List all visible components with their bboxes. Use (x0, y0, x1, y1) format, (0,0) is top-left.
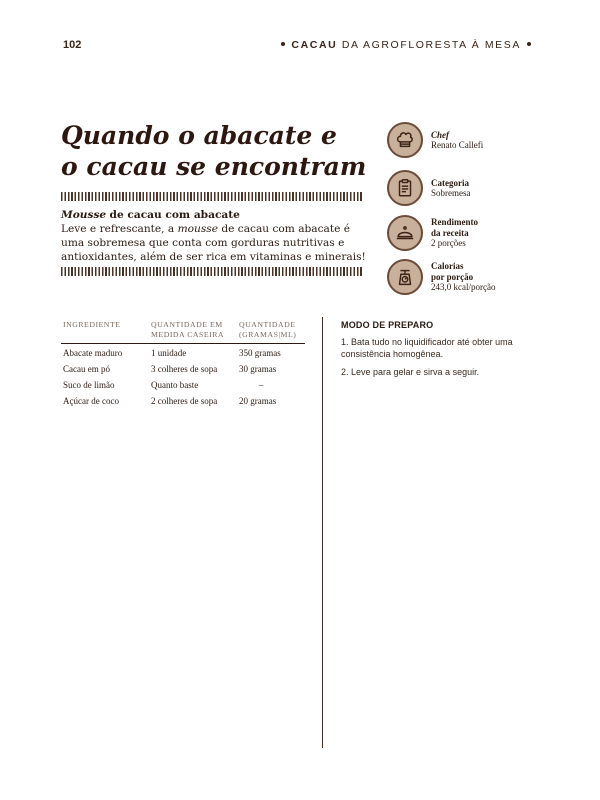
rendimento-label-line2: da receita (431, 227, 469, 238)
recipe-name (61, 208, 366, 222)
household-cell: 2 colheres de sopa (151, 396, 218, 406)
hatch-divider-top (61, 192, 363, 201)
desc-before: Leve e refrescante, a (61, 223, 178, 235)
recipe-title-line1: Quando o abacate e (61, 121, 337, 150)
recipe-title-line2: o cacau se encontram (61, 152, 367, 181)
grams-cell: – (258, 380, 264, 390)
header-ingredient: INGREDIENTE (61, 320, 149, 344)
calorias-label-line2: por porção (431, 271, 474, 282)
running-head-rest: DA AGROFLORESTA À MESA (341, 39, 521, 51)
chef-label: Chef (431, 129, 449, 140)
household-cell: 3 colheres de sopa (151, 364, 218, 374)
recipe-description (61, 223, 366, 263)
household-cell: 1 unidade (151, 348, 187, 358)
household-cell: Quanto baste (151, 380, 199, 390)
column-divider (322, 317, 323, 748)
hatch-divider-bottom (61, 267, 363, 276)
rendimento-value: 2 porções (431, 238, 466, 249)
ingredient-cell: Cacau em pó (63, 364, 110, 374)
method-heading: MODO DE PREPARO (341, 320, 434, 330)
header-household-line1: QUANTIDADE EM (151, 320, 223, 329)
categoria-value: Sobremesa (431, 188, 471, 198)
method-step: 1. Bata tudo no liquidificador até obter uma consistência homogênea. (341, 337, 513, 359)
method-step: 2. Leve para gelar e sirva a seguir. (341, 367, 480, 377)
cloche-icon (387, 215, 423, 251)
recipe-intro (61, 208, 366, 264)
header-grams (237, 320, 305, 344)
info-calorias (387, 259, 547, 295)
ingredients-table (61, 320, 305, 408)
chef-hat-icon (387, 122, 423, 158)
rendimento-label-line1: Rendimento (431, 217, 478, 228)
calorias-value: 243,0 kcal/porção (431, 282, 496, 293)
table-row (61, 344, 305, 361)
running-head-bold: CACAU (291, 39, 338, 51)
header-household (149, 320, 237, 344)
running-head (275, 39, 537, 51)
header-grams-line2: (GRAMAS|ML) (239, 329, 297, 339)
grams-cell: 20 gramas (239, 396, 277, 406)
page-number: 102 (63, 39, 82, 51)
kitchen-scale-icon (387, 259, 423, 295)
table-row (61, 392, 305, 408)
table-row (61, 376, 305, 392)
grams-cell: 30 gramas (239, 364, 277, 374)
recipe-name-rest: de cacau com abacate (109, 209, 240, 221)
info-categoria (387, 170, 547, 206)
desc-after: de cacau com abacate é uma sobremesa que conta com gorduras nutritivas e antioxidantes, além de ser rica em vitaminas e minerais! (61, 223, 366, 263)
calorias-label-line1: Calorias (431, 261, 464, 272)
info-chef (387, 122, 547, 158)
ingredient-cell: Abacate maduro (63, 348, 123, 358)
info-rendimento (387, 215, 547, 251)
bullet-dot-icon (281, 42, 285, 46)
recipe-name-italic: Mousse (61, 209, 107, 221)
ingredient-cell: Açúcar de coco (63, 396, 119, 406)
ingredient-cell: Suco de limão (63, 380, 115, 390)
clipboard-icon (387, 170, 423, 206)
recipe-title (61, 120, 371, 182)
ingredients-table-header (61, 320, 305, 344)
method-section (341, 320, 551, 386)
bullet-dot-icon (527, 42, 531, 46)
categoria-label: Categoria (431, 177, 469, 188)
chef-value: Renato Callefi (431, 140, 484, 150)
header-household-line2: MEDIDA CASEIRA (151, 329, 225, 339)
grams-cell: 350 gramas (239, 348, 281, 358)
desc-italic: mousse (177, 223, 218, 235)
table-row (61, 360, 305, 376)
header-grams-line1: QUANTIDADE (239, 320, 296, 329)
